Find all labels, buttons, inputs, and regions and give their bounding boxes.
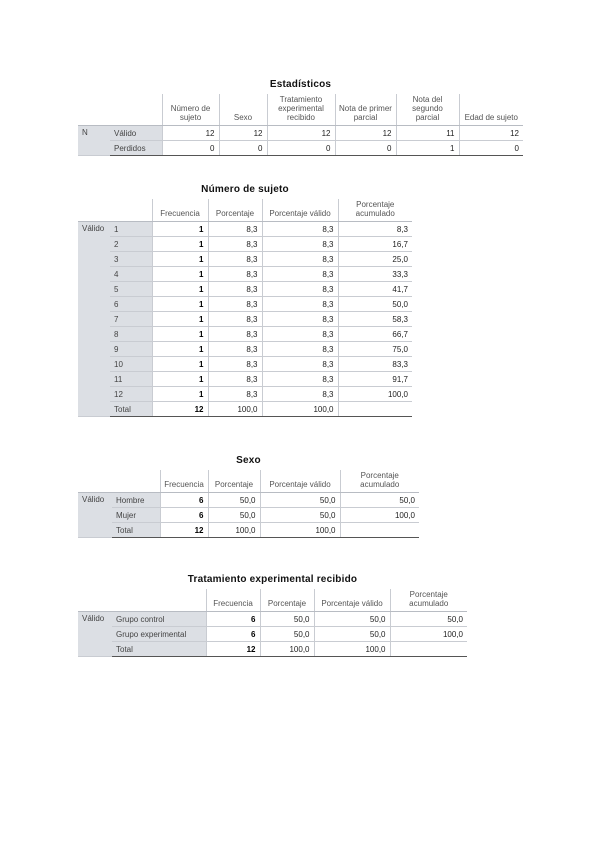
table-cell: 12 xyxy=(162,126,219,141)
column-header: Porcentaje acumulado xyxy=(390,589,467,612)
table-cell: 50,0 xyxy=(208,493,260,508)
table-row xyxy=(78,508,419,523)
table-cell: 8,3 xyxy=(208,267,262,282)
table-cell: 50,0 xyxy=(314,612,390,627)
column-header: Frecuencia xyxy=(206,589,260,612)
estadisticos-table-block xyxy=(78,79,523,156)
column-header: Frecuencia xyxy=(160,470,208,493)
table-cell: 66,7 xyxy=(338,327,412,342)
table-row xyxy=(78,126,523,141)
sexo-body xyxy=(78,493,419,538)
numero-sujeto-title: Número de sujeto xyxy=(201,184,289,195)
table-cell: 8,3 xyxy=(208,252,262,267)
table-row xyxy=(78,252,412,267)
table-row xyxy=(78,327,412,342)
table-row xyxy=(78,282,412,297)
tratamiento-table xyxy=(78,589,467,657)
table-cell: 6 xyxy=(160,493,208,508)
row-group-label: Válido xyxy=(78,612,112,657)
table-cell: 8,3 xyxy=(208,387,262,402)
table-cell: 1 xyxy=(152,267,208,282)
table-row xyxy=(78,312,412,327)
tratamiento-header-row xyxy=(78,589,467,612)
table-cell: 8,3 xyxy=(208,312,262,327)
column-header: Nota del segundo parcial xyxy=(396,94,459,126)
table-cell: 6 xyxy=(206,627,260,642)
table-row xyxy=(78,342,412,357)
numero-sujeto-body xyxy=(78,222,412,417)
row-label: 11 xyxy=(110,372,152,387)
table-cell: 50,0 xyxy=(260,508,340,523)
table-cell: 8,3 xyxy=(208,372,262,387)
sexo-table xyxy=(78,470,419,538)
table-cell: 100,0 xyxy=(208,523,260,538)
column-header: Porcentaje acumulado xyxy=(338,199,412,222)
row-label: 5 xyxy=(110,282,152,297)
table-cell: 1 xyxy=(152,297,208,312)
table-cell: 8,3 xyxy=(262,342,338,357)
table-cell: 33,3 xyxy=(338,267,412,282)
row-label: Total xyxy=(110,402,152,417)
table-cell: 50,0 xyxy=(340,493,419,508)
row-label: Grupo control xyxy=(112,612,206,627)
table-cell: 8,3 xyxy=(262,267,338,282)
row-label: 6 xyxy=(110,297,152,312)
table-cell: 8,3 xyxy=(262,357,338,372)
table-cell: 1 xyxy=(152,282,208,297)
sexo-header-row xyxy=(78,470,419,493)
table-row xyxy=(78,523,419,538)
tratamiento-title: Tratamiento experimental recibido xyxy=(187,574,358,585)
table-row xyxy=(78,627,467,642)
row-label: 7 xyxy=(110,312,152,327)
table-cell: 100,0 xyxy=(208,402,262,417)
numero-sujeto-table-block xyxy=(78,184,412,417)
table-row xyxy=(78,493,419,508)
table-cell: 0 xyxy=(335,141,396,156)
table-row xyxy=(78,357,412,372)
table-cell: 8,3 xyxy=(262,312,338,327)
row-label: 1 xyxy=(110,222,152,237)
estadisticos-table xyxy=(78,94,523,156)
table-cell: 8,3 xyxy=(208,357,262,372)
table-cell: 8,3 xyxy=(338,222,412,237)
table-cell: 12 xyxy=(160,523,208,538)
column-header: Porcentaje válido xyxy=(262,199,338,222)
numero-sujeto-header-row xyxy=(78,199,412,222)
row-label: 10 xyxy=(110,357,152,372)
row-label: Perdidos xyxy=(110,141,162,156)
table-cell: 50,0 xyxy=(260,627,314,642)
table-cell: 0 xyxy=(267,141,335,156)
table-cell: 100,0 xyxy=(390,627,467,642)
table-cell: 8,3 xyxy=(262,372,338,387)
table-cell: 12 xyxy=(152,402,208,417)
table-cell: 1 xyxy=(152,357,208,372)
table-cell: 1 xyxy=(152,372,208,387)
table-cell: 1 xyxy=(152,342,208,357)
table-cell: 1 xyxy=(152,312,208,327)
table-cell: 100,0 xyxy=(340,508,419,523)
row-label: 3 xyxy=(110,252,152,267)
table-cell: 11 xyxy=(396,126,459,141)
table-cell: 100,0 xyxy=(260,523,340,538)
row-group-label: Válido xyxy=(78,222,110,417)
table-cell: 8,3 xyxy=(262,282,338,297)
table-row xyxy=(78,297,412,312)
table-cell xyxy=(390,642,467,657)
table-cell: 50,0 xyxy=(314,627,390,642)
column-header: Porcentaje acumulado xyxy=(340,470,419,493)
row-label: Total xyxy=(112,523,160,538)
table-cell: 0 xyxy=(459,141,523,156)
table-row xyxy=(78,402,412,417)
column-header: Porcentaje xyxy=(208,199,262,222)
table-cell: 1 xyxy=(152,222,208,237)
table-cell: 8,3 xyxy=(262,387,338,402)
table-cell: 100,0 xyxy=(260,642,314,657)
column-header: Porcentaje válido xyxy=(314,589,390,612)
estadisticos-title: Estadísticos xyxy=(269,79,332,90)
column-header: Frecuencia xyxy=(152,199,208,222)
table-cell: 50,0 xyxy=(260,612,314,627)
table-row xyxy=(78,237,412,252)
row-label: 12 xyxy=(110,387,152,402)
table-row xyxy=(78,387,412,402)
table-cell: 1 xyxy=(396,141,459,156)
table-row xyxy=(78,612,467,627)
row-label: 4 xyxy=(110,267,152,282)
table-cell: 50,0 xyxy=(208,508,260,523)
row-group-label: N xyxy=(78,126,110,156)
table-cell: 6 xyxy=(160,508,208,523)
table-cell: 12 xyxy=(219,126,267,141)
row-label: Mujer xyxy=(112,508,160,523)
table-cell: 0 xyxy=(162,141,219,156)
table-cell xyxy=(338,402,412,417)
table-cell: 12 xyxy=(335,126,396,141)
table-cell: 83,3 xyxy=(338,357,412,372)
table-cell: 41,7 xyxy=(338,282,412,297)
row-label: 9 xyxy=(110,342,152,357)
table-cell: 12 xyxy=(206,642,260,657)
table-cell: 8,3 xyxy=(262,327,338,342)
table-cell: 100,0 xyxy=(262,402,338,417)
table-cell: 8,3 xyxy=(262,237,338,252)
table-cell: 1 xyxy=(152,327,208,342)
table-cell: 8,3 xyxy=(262,252,338,267)
table-cell: 1 xyxy=(152,252,208,267)
table-cell: 50,0 xyxy=(260,493,340,508)
table-row xyxy=(78,222,412,237)
table-row xyxy=(78,642,467,657)
table-cell: 1 xyxy=(152,387,208,402)
column-header: Nota de primer parcial xyxy=(335,94,396,126)
table-cell xyxy=(340,523,419,538)
table-cell: 8,3 xyxy=(208,282,262,297)
table-cell: 50,0 xyxy=(390,612,467,627)
row-label: Grupo experimental xyxy=(112,627,206,642)
column-header: Número de sujeto xyxy=(162,94,219,126)
table-cell: 1 xyxy=(152,237,208,252)
column-header: Porcentaje xyxy=(208,470,260,493)
table-row xyxy=(78,141,523,156)
sexo-title: Sexo xyxy=(236,455,261,466)
table-cell: 58,3 xyxy=(338,312,412,327)
table-cell: 16,7 xyxy=(338,237,412,252)
table-cell: 6 xyxy=(206,612,260,627)
table-cell: 0 xyxy=(219,141,267,156)
table-cell: 12 xyxy=(459,126,523,141)
estadisticos-header-row xyxy=(78,94,523,126)
table-cell: 100,0 xyxy=(314,642,390,657)
table-row xyxy=(78,267,412,282)
table-cell: 8,3 xyxy=(208,297,262,312)
column-header: Porcentaje válido xyxy=(260,470,340,493)
column-header: Porcentaje xyxy=(260,589,314,612)
column-header: Edad de sujeto xyxy=(459,94,523,126)
row-label: Válido xyxy=(110,126,162,141)
column-header: Sexo xyxy=(219,94,267,126)
table-cell: 75,0 xyxy=(338,342,412,357)
table-cell: 8,3 xyxy=(208,237,262,252)
row-label: 2 xyxy=(110,237,152,252)
table-row xyxy=(78,372,412,387)
row-label: Total xyxy=(112,642,206,657)
table-cell: 25,0 xyxy=(338,252,412,267)
table-cell: 8,3 xyxy=(208,327,262,342)
tratamiento-table-block xyxy=(78,574,467,657)
table-cell: 12 xyxy=(267,126,335,141)
row-group-label: Válido xyxy=(78,493,112,538)
sexo-table-block xyxy=(78,455,419,538)
column-header: Tratamiento experimental recibido xyxy=(267,94,335,126)
table-cell: 50,0 xyxy=(338,297,412,312)
table-cell: 8,3 xyxy=(208,342,262,357)
numero-sujeto-table xyxy=(78,199,412,417)
row-label: 8 xyxy=(110,327,152,342)
table-cell: 8,3 xyxy=(208,222,262,237)
table-cell: 8,3 xyxy=(262,222,338,237)
table-cell: 100,0 xyxy=(338,387,412,402)
table-cell: 8,3 xyxy=(262,297,338,312)
row-label: Hombre xyxy=(112,493,160,508)
table-cell: 91,7 xyxy=(338,372,412,387)
tratamiento-body xyxy=(78,612,467,657)
